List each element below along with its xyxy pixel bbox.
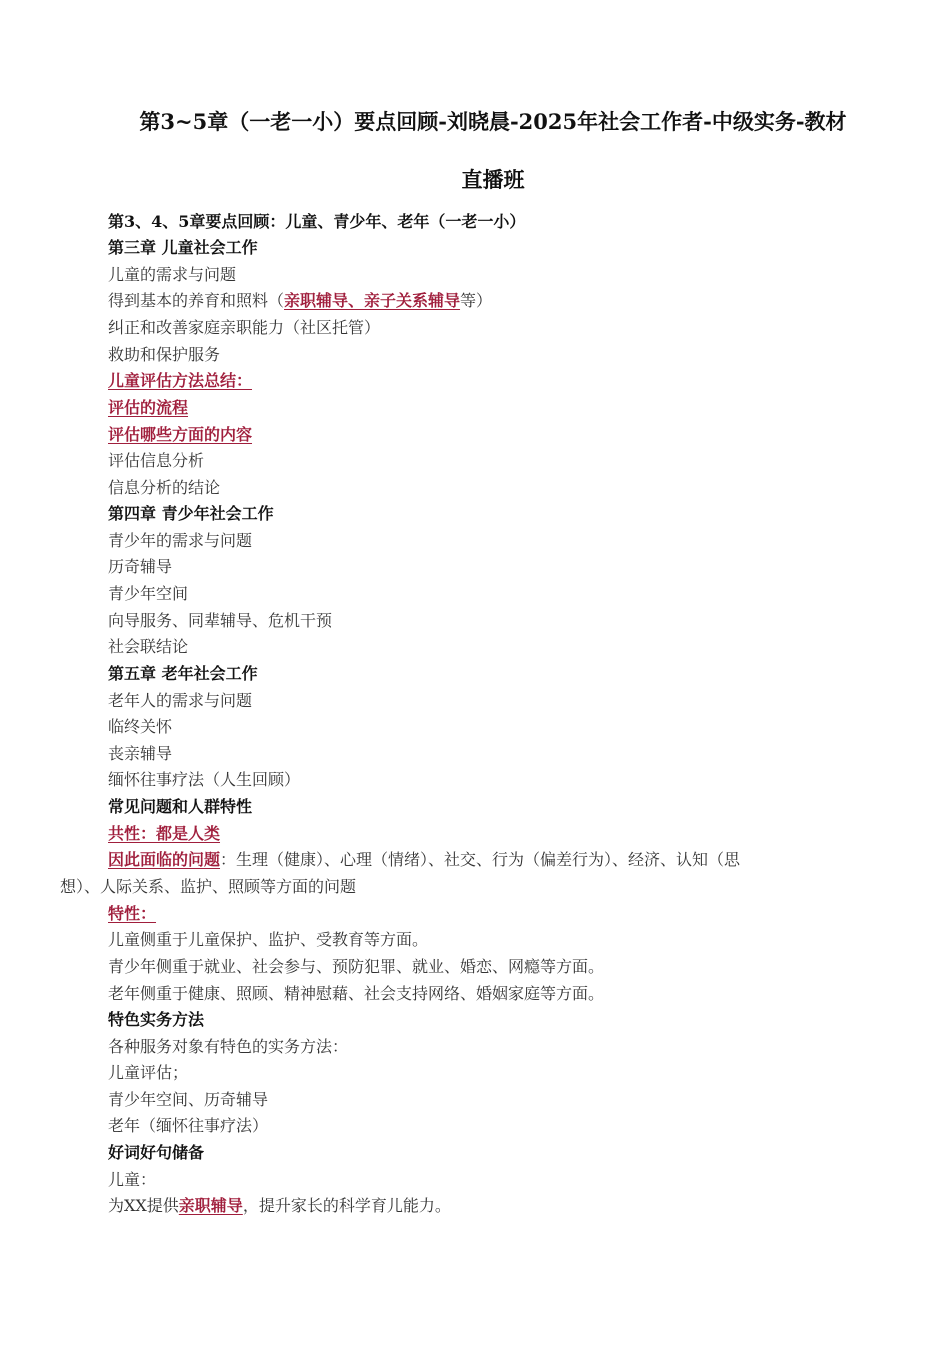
ch3-info-conclusion: 信息分析的结论	[108, 478, 221, 497]
ch4-needs: 青少年的需求与问题	[108, 531, 253, 550]
ch3-eval-content-link[interactable]: 评估哪些方面的内容	[108, 425, 253, 444]
methods-intro: 各种服务对象有特色的实务方法：	[108, 1037, 349, 1056]
ch4-network: 社会联结论	[108, 637, 189, 656]
ch3-care-line	[108, 291, 492, 311]
common-problems-text: ：生理（健康）、心理（情绪）、社交、行为（偏差行为）、经济、认知（思	[220, 850, 741, 869]
ch3-care-prefix: 得到基本的养育和照料（	[108, 291, 285, 310]
ch5-bereavement: 丧亲辅导	[108, 744, 173, 763]
common-specificity-link[interactable]: 特性：	[108, 904, 157, 923]
common-problems-line1	[108, 850, 740, 870]
common-commonality-link[interactable]: 共性：都是人类	[108, 824, 221, 843]
chapter5-heading: 第五章 老年社会工作	[108, 664, 258, 683]
intro-heading: 第3、4、5章要点回顾：儿童、青少年、老年（一老一小）	[108, 212, 526, 231]
document-title-line2: 直播班	[461, 167, 525, 192]
ch3-eval-process-link[interactable]: 评估的流程	[108, 398, 189, 417]
phrases-sentence-link[interactable]: 亲职辅导	[178, 1196, 243, 1215]
common-youth: 青少年侧重于就业、社会参与、预防犯罪、就业、婚恋、网瘾等方面。	[108, 957, 605, 976]
chapter4-heading: 第四章 青少年社会工作	[108, 504, 274, 523]
chapter3-heading: 第三章 儿童社会工作	[108, 238, 258, 257]
ch5-hospice: 临终关怀	[108, 717, 173, 736]
common-children: 儿童侧重于儿童保护、监护、受教育等方面。	[108, 930, 429, 949]
ch3-needs: 儿童的需求与问题	[108, 265, 237, 284]
phrases-sentence	[108, 1196, 451, 1216]
ch3-care-suffix: 等）	[460, 291, 493, 310]
phrases-heading: 好词好句储备	[108, 1143, 205, 1162]
ch4-adventure: 历奇辅导	[108, 557, 173, 576]
methods-youth: 青少年空间、历奇辅导	[108, 1090, 269, 1109]
ch3-care-link[interactable]: 亲职辅导、亲子关系辅导	[284, 291, 461, 310]
methods-elderly: 老年（缅怀往事疗法）	[108, 1116, 269, 1135]
document-title-line1: 第3~5章（一老一小）要点回顾-刘晓晨-2025年社会工作者-中级实务-教材	[139, 109, 847, 134]
common-problems-label-link[interactable]: 因此面临的问题	[108, 850, 221, 869]
ch4-services: 向导服务、同辈辅导、危机干预	[108, 611, 333, 630]
ch5-needs: 老年人的需求与问题	[108, 691, 253, 710]
phrases-children-label: 儿童：	[108, 1170, 157, 1189]
methods-heading: 特色实务方法	[108, 1010, 205, 1029]
phrases-sentence-prefix: 为XX提供	[108, 1196, 179, 1215]
ch3-eval-summary-link[interactable]: 儿童评估方法总结：	[108, 371, 253, 390]
common-heading: 常见问题和人群特性	[108, 797, 253, 816]
ch3-rescue: 救助和保护服务	[108, 345, 221, 364]
ch4-space: 青少年空间	[108, 584, 189, 603]
ch5-reminiscence: 缅怀往事疗法（人生回顾）	[108, 770, 301, 789]
common-elderly: 老年侧重于健康、照顾、精神慰藉、社会支持网络、婚姻家庭等方面。	[108, 984, 605, 1003]
ch3-info-analysis: 评估信息分析	[108, 451, 205, 470]
ch3-parenting: 纠正和改善家庭亲职能力（社区托管）	[108, 318, 381, 337]
common-problems-line2: 想）、人际关系、监护、照顾等方面的问题	[60, 877, 357, 896]
phrases-sentence-suffix: ，提升家长的科学育儿能力。	[242, 1196, 451, 1215]
methods-children: 儿童评估；	[108, 1063, 189, 1082]
